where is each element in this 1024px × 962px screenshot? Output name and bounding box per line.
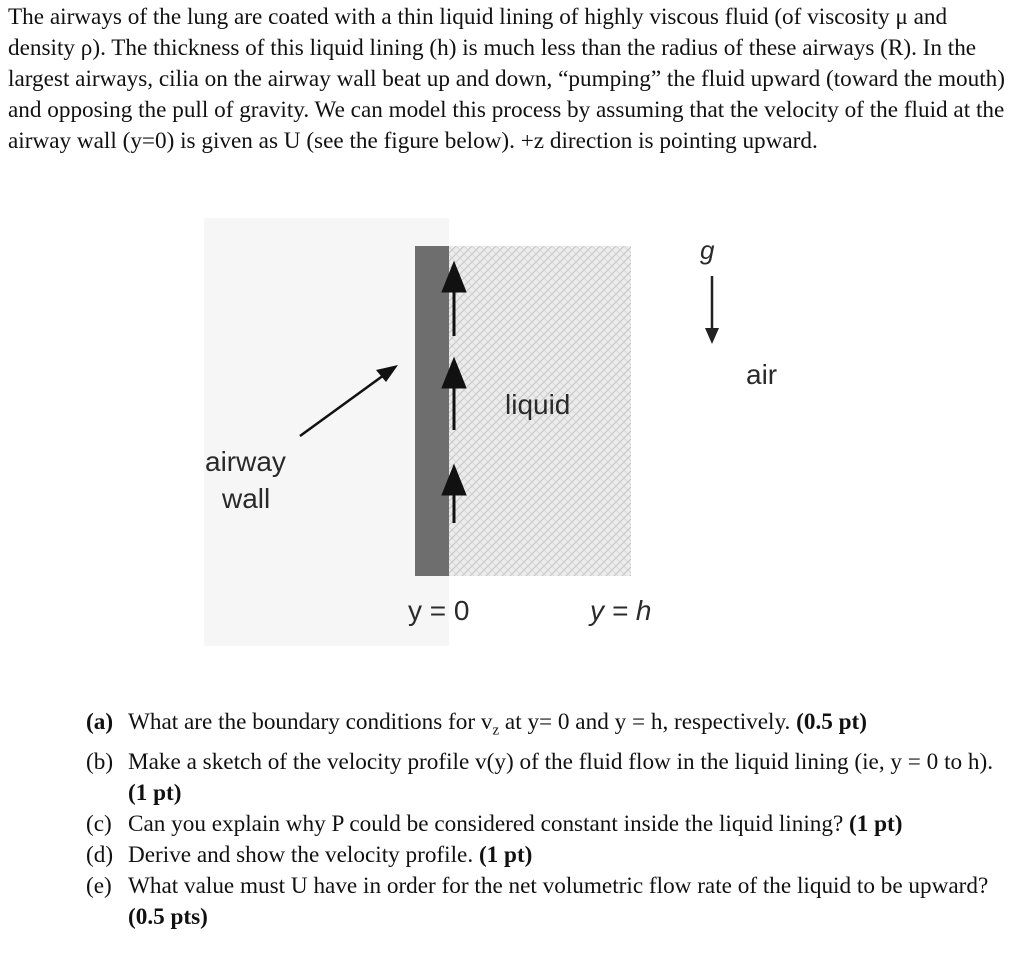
question-letter: (c) xyxy=(86,810,112,837)
airway-label: airway xyxy=(205,446,286,477)
air-label: air xyxy=(746,359,778,390)
question-text: Make a sketch of the velocity profile v(y) of the fluid flow in the liquid lining (ie, y = 0 to h). (1 pt) xyxy=(128,748,994,806)
question-letter: (b) xyxy=(86,748,114,775)
airway-diagram xyxy=(204,218,694,646)
question-item xyxy=(86,707,1006,747)
gravity-down-arrow xyxy=(697,276,727,346)
question-text: Derive and show the velocity profile. (1 pt) xyxy=(128,841,533,868)
question-letter: (e) xyxy=(86,872,112,899)
question-item xyxy=(86,747,1006,809)
question-text: What value must U have in order for the net volumetric flow rate of the liquid to be upward? (0.5 pts) xyxy=(128,872,989,930)
y-h-label: y = h xyxy=(590,595,652,626)
gravity-label: g xyxy=(700,235,715,265)
liquid-label: liquid xyxy=(505,389,571,420)
question-item xyxy=(86,871,1006,933)
question-list xyxy=(86,707,1006,933)
airway-wall-band xyxy=(415,246,449,576)
y-zero-label: y = 0 xyxy=(408,595,470,626)
question-letter: (d) xyxy=(86,841,114,868)
question-item xyxy=(86,809,1006,840)
question-text: Can you explain why P could be considered constant inside the liquid lining? (1 pt) xyxy=(128,810,903,837)
question-letter: (a) xyxy=(86,709,114,735)
wall-label: wall xyxy=(222,483,271,514)
question-item xyxy=(86,840,1006,871)
question-text: What are the boundary conditions for $v_z$ at y= 0 and y = h, respectively. (0.5 pt) xyxy=(128,709,867,739)
problem-statement: The airways of the lung are coated with a thin liquid lining of highly viscous fluid (of viscosity μ and density ρ). The thickness of this liquid lining (h) is much less than the radius of these airways (R). In the largest airways, cilia on the airway wall beat up and down, “pumping” the fluid upward (toward the mouth) and opposing the pull of gravity. We can model this process by assuming that the velocity of the fluid at the airway wall (y=0) is given as U (see the figure below). +z direction is pointing upward. xyxy=(8,4,1005,154)
airway-figure xyxy=(204,218,694,646)
